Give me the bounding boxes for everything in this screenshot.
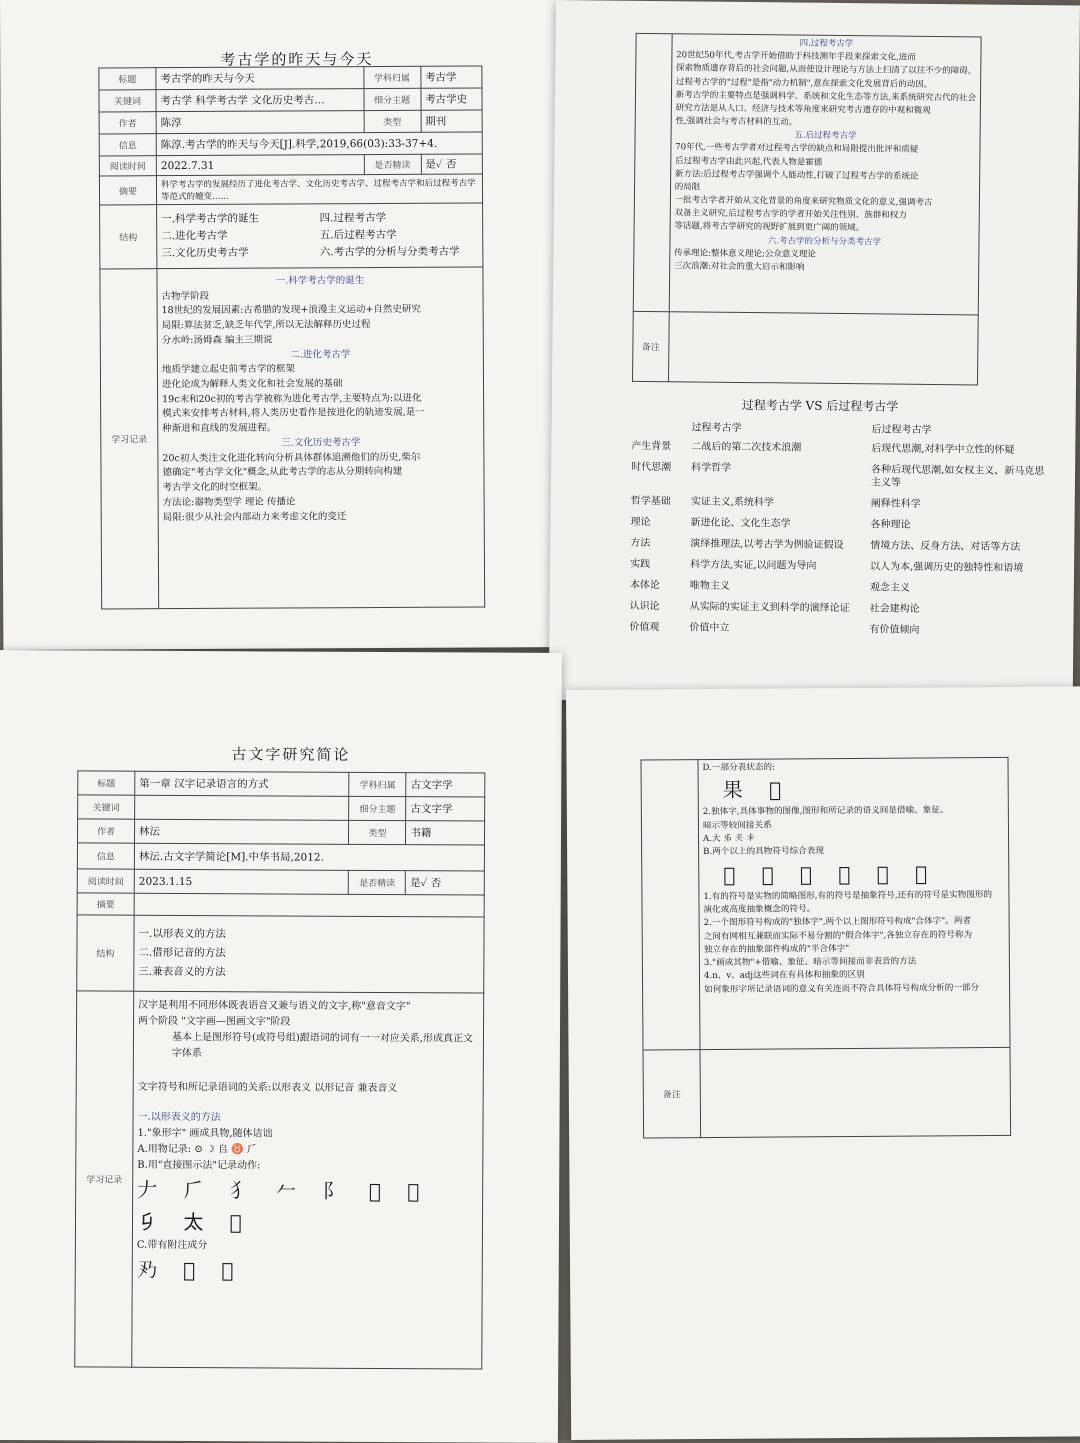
note-line: 1.有的符号是实物的简略图形,有的符号是抽象符号,还有的符号是实物图形的 xyxy=(703,889,993,902)
comparison-cell: 情境方法、反身方法、对话等方法 xyxy=(870,540,1021,553)
comparison-table xyxy=(629,421,1051,646)
value-info: 陈淳.考古学的昨天与今天[J].科学,2019,66(03):33-37+4. xyxy=(156,132,482,156)
comparison-cell: 唯物主义 xyxy=(689,580,730,592)
note-line: 后过程考古学由此兴起,代表人物是霍德 xyxy=(675,155,823,168)
comparison-cell: 二战后的第二次技术浪潮 xyxy=(691,441,802,454)
structure-item: 四.过程考古学 xyxy=(319,212,387,225)
sheet-heading: 古文字研究简论 xyxy=(231,745,351,764)
glyph-row: 𠂇 𠂆 犭 𠂉 阝 𠂋 𠂌 xyxy=(137,1177,430,1204)
value-author: 陈淳 xyxy=(156,111,364,134)
comparison-cell: 科学哲学 xyxy=(691,462,732,474)
value-read-time: 2022.7.31 xyxy=(156,155,364,176)
structure-item: 五.后过程考古学 xyxy=(319,229,397,242)
label-notes: 学习记录 xyxy=(100,269,159,609)
value-info: 林沄.古文字学简论[M].中华书局,2012. xyxy=(134,843,484,871)
label-keywords: 关键词 xyxy=(99,90,156,112)
note-line: 文字符号和所记录语词的关系:以形表义 以形记音 兼表音义 xyxy=(137,1081,398,1095)
value-read-time: 2023.1.15 xyxy=(134,869,348,894)
note-line: C.带有附注成分 xyxy=(136,1239,208,1252)
comparison-aspect: 价值观 xyxy=(629,621,660,634)
note-line: A.大 𠂔 𠂕 𠂖 xyxy=(703,833,755,844)
comparison-row xyxy=(631,461,1051,491)
label-keywords: 关键词 xyxy=(78,795,135,819)
section-heading: 一.科学考古学的诞生 xyxy=(275,275,365,287)
note-line: 一.以形表义的方法 xyxy=(137,1111,221,1124)
comparison-aspect: 哲学基础 xyxy=(630,495,671,508)
value-keywords: 考古学 科学考古学 文化历史考古… xyxy=(156,89,364,112)
remarks-cell xyxy=(668,312,978,385)
blank-label-cell xyxy=(633,33,672,311)
reading-card xyxy=(74,770,485,1369)
structure-item: 二.借形记音的方法 xyxy=(138,946,226,960)
value-author: 林沄 xyxy=(134,819,348,844)
value-abstract xyxy=(134,893,484,917)
note-line: 考古学文化的时空框架。 xyxy=(162,481,268,494)
value-type: 书籍 xyxy=(406,821,485,845)
glyph-row: 果 𠂘 xyxy=(722,777,792,803)
comparison-cell: 以人为本,强调历史的独特性和语境 xyxy=(870,561,1024,574)
value-subfield: 古文字学 xyxy=(406,797,485,821)
sheet-heading: 考古学的昨天与今天 xyxy=(220,50,374,69)
notes-body xyxy=(669,34,981,315)
value-title: 考古学的昨天与今天 xyxy=(156,67,364,90)
label-abstract: 摘要 xyxy=(99,176,156,205)
section-heading: 五.后过程考古学 xyxy=(794,130,857,142)
note-line: 4.n、v、adj这些词在有具体和抽象的区别 xyxy=(703,970,865,982)
label-type: 类型 xyxy=(349,820,406,844)
comparison-cell: 阐释性科学 xyxy=(870,498,921,510)
glyph-row: 𠀝 𠀞 𠀟 𠀠 𠀡 𠀢 xyxy=(723,860,938,887)
value-subfield: 考古学史 xyxy=(421,88,483,110)
note-line: 种渐进和直线的发展进程。 xyxy=(162,422,277,435)
note-line: 性,强调社会与考古材料的互动。 xyxy=(675,116,798,128)
comparison-row xyxy=(630,600,1050,617)
label-title: 标题 xyxy=(99,68,156,90)
comparison-row xyxy=(631,495,1051,512)
note-line: 传承理论:整体意义理论;公众意义理论 xyxy=(674,248,816,260)
value-discipline: 考古学 xyxy=(420,66,482,88)
section-heading: 四.过程考古学 xyxy=(799,38,854,50)
note-line: 进化论成为解释人类文化和社会发展的基础 xyxy=(161,378,343,391)
note-line: 20c初人类注文化进化转向分析具体群体追溯他们的历史,柴尔 xyxy=(162,451,421,464)
remarks-cell xyxy=(700,1047,1011,1137)
comparison-head-a: 过程考古学 xyxy=(691,422,742,434)
label-title: 标题 xyxy=(78,771,135,795)
comparison-cell: 社会建构论 xyxy=(869,603,920,615)
value-type: 期刊 xyxy=(421,110,483,132)
label-type: 类型 xyxy=(364,110,421,132)
comparison-row xyxy=(630,516,1050,533)
blank-label-cell xyxy=(641,760,700,1050)
label-info: 信息 xyxy=(77,843,134,869)
comparison-cell: 价值中立 xyxy=(689,622,730,634)
continued-card xyxy=(632,33,982,386)
glyph-row: 𠂐 𠂑 𠂒 xyxy=(136,1257,244,1283)
note-line: 双备主义研究,后过程考古学的学者开始关注性别、族群和权力 xyxy=(674,208,907,221)
note-line: 模式来安排考古材料,将人类历史看作是按进化的轨迹发展,是一 xyxy=(162,407,425,420)
notes-body xyxy=(132,991,484,1369)
note-line: B.用"直接图示法"记录动作: xyxy=(137,1159,261,1172)
note-line: 70年代,一些考古学者对过程考古学的缺点和局限提出批评和质疑 xyxy=(675,142,919,156)
note-line: 3."画成其物"+借喻、象征、暗示等间接而非表音的方法 xyxy=(703,956,917,969)
note-line: 新考古学的主要特点是强调科学、系统和文化生态等方法,来系统研究古代的社会 xyxy=(675,89,977,104)
notes-body xyxy=(698,757,1010,1049)
section-heading: 二.进化考古学 xyxy=(290,348,351,361)
glyph-row: 𠂎 太 𠂏 xyxy=(136,1209,252,1235)
comparison-row xyxy=(630,579,1050,596)
note-line: B.两个以上的具物符号综合表现 xyxy=(703,846,824,858)
note-line: 18世纪的发展因素:古希腊的发现+浪漫主义运动+自然史研究 xyxy=(161,304,421,317)
note-sheet-archaeology xyxy=(0,0,559,650)
label-info: 信息 xyxy=(99,134,156,156)
value-discipline: 古文字学 xyxy=(406,773,485,797)
comparison-aspect: 时代思潮 xyxy=(631,461,672,474)
comparison-row xyxy=(630,558,1050,575)
comparison-aspect: 理论 xyxy=(630,516,651,529)
note-line: 汉字是利用不同形体既表语音又兼与语义的文字,称"意音文字" xyxy=(138,999,411,1013)
label-notes: 学习记录 xyxy=(75,991,134,1367)
comparison-cell: 从实际的实证主义到科学的演绎论证 xyxy=(689,601,850,615)
structure-list xyxy=(134,915,484,993)
comparison-aspect: 实践 xyxy=(630,558,651,571)
note-line: 局限:很少从社会内部动力来考虑文化的变迁 xyxy=(162,510,347,523)
note-line: A.用物记录: ⊙ ☽ 𠂤 ♉ 𠂆 xyxy=(137,1143,257,1156)
label-discipline: 学科归属 xyxy=(349,772,406,796)
comparison-cell: 有价值倾向 xyxy=(869,624,920,636)
label-intensive: 是否精读 xyxy=(349,870,406,894)
note-line: 古物学阶段 xyxy=(161,290,210,302)
note-line: 如何象形字所记录语词的意义有关连而不符合具体符号构成分析的一部分 xyxy=(704,982,980,995)
structure-list xyxy=(157,203,483,269)
note-line: 1."象形字" 画成具物,随体诘诎 xyxy=(137,1127,273,1140)
note-line: 三次浪潮:对社会的重大启示和影响 xyxy=(673,261,805,273)
label-structure: 结构 xyxy=(77,915,134,991)
comparison-aspect: 方法 xyxy=(630,537,651,550)
note-line: 的局限 xyxy=(674,182,701,193)
comparison-cell: 后现代思潮,对科学中立性的怀疑 xyxy=(871,443,1015,456)
note-line: 地质学建立起史前考古学的框架 xyxy=(161,363,295,376)
structure-item: 三.兼表音义的方法 xyxy=(138,965,226,979)
comparison-cell: 科学方法,实证,以问题为导向 xyxy=(690,559,817,572)
continued-card xyxy=(640,757,1011,1139)
comparison-aspect: 认识论 xyxy=(629,600,660,613)
value-abstract: 科学考古学的发展经历了进化考古学、文化历史考古学、过程考古学和后过程考古学等范式的嬗变…… xyxy=(156,174,482,205)
note-line: 一批考古学者开始从文化背景的角度来研究物质文化的意义,强调考古 xyxy=(674,195,933,209)
note-line: D.一部分表状态的: xyxy=(702,762,775,774)
note-sheet-continued xyxy=(549,0,1080,705)
label-structure: 结构 xyxy=(100,205,157,269)
comparison-cell: 各种后现代思潮,如女权主义、新马克思主义等 xyxy=(870,464,1045,489)
comparison-row xyxy=(629,621,1049,638)
note-line: 两个阶段 "文字画—图画文字"阶段 xyxy=(138,1015,291,1028)
notes-body xyxy=(157,267,485,609)
comparison-head-b: 后过程考古学 xyxy=(871,424,932,436)
label-intensive: 是否精读 xyxy=(364,154,421,174)
structure-item: 六.考古学的分析与分类考古学 xyxy=(319,245,460,259)
note-line: 暗示等较间接关系 xyxy=(702,820,772,831)
note-sheet-paleography xyxy=(0,650,562,1443)
comparison-cell: 新进化论、文化生态学 xyxy=(690,517,791,530)
structure-item: 一.以形表义的方法 xyxy=(138,927,226,941)
note-line: 独立存在的抽象部件构成的"半合体字" xyxy=(703,943,850,955)
value-intensive: 是✓ 否 xyxy=(421,154,483,174)
comparison-aspect: 本体论 xyxy=(629,579,660,592)
label-subfield: 细分主题 xyxy=(364,88,421,110)
reading-card xyxy=(98,65,485,609)
comparison-cell: 实证主义,系统科学 xyxy=(690,496,774,509)
section-heading: 六.考古学的分析与分类考古学 xyxy=(767,235,882,247)
note-line: 之间有网相互兼联而实际不易分割的"假合体字",各独立存在的符号称为 xyxy=(703,929,973,942)
comparison-aspect: 产生背景 xyxy=(631,440,672,453)
label-subfield: 细分主题 xyxy=(349,796,406,820)
value-keywords xyxy=(135,795,349,820)
note-line: 演化或高度抽象概念的符号。 xyxy=(703,904,816,915)
note-line: 新方法:后过程考古学强调个人能动性,打破了过程考古学的系统论 xyxy=(674,168,919,182)
comparison-row xyxy=(631,440,1051,457)
note-line: 研究方法是从人口、经济与技术等角度来研究考古遗存的中观和微观 xyxy=(675,103,931,116)
label-author: 作者 xyxy=(77,819,134,843)
label-read-time: 阅读时间 xyxy=(99,156,156,176)
comparison-row xyxy=(630,537,1050,554)
note-line: 基本上是图形符号(或符号组)跟语词的词有一一对应关系,形成真正文字体系 xyxy=(171,1031,473,1060)
structure-item: 三.文化历史考古学 xyxy=(161,246,249,260)
comparison-title: 过程考古学 VS 后过程考古学 xyxy=(741,397,899,414)
structure-item: 二.进化考古学 xyxy=(161,229,228,243)
comparison-cell: 各种理论 xyxy=(870,519,911,531)
label-author: 作者 xyxy=(99,112,156,134)
label-abstract: 摘要 xyxy=(77,893,134,915)
comparison-cell: 演绎推理法,以考古学为例验证假设 xyxy=(690,538,844,552)
note-line: 20世纪50年代,考古学开始借助于科技测年手段来探索文化,进而 xyxy=(676,50,916,63)
comparison-cell: 观念主义 xyxy=(869,582,910,594)
label-read-time: 阅读时间 xyxy=(77,869,134,893)
note-line: 分水岭:汤姆森 编主三期说 xyxy=(161,334,273,347)
note-line: 局限:算法贫乏,缺乏年代学,所以无法解释历史过程 xyxy=(161,319,371,332)
note-line: 德确定"考古学文化"概念,从此考古学的志从分期转向构建 xyxy=(162,466,403,479)
value-title: 第一章 汉字记录语言的方式 xyxy=(135,771,349,796)
note-line: 方法论:器物类型学 理论 传播论 xyxy=(162,496,296,508)
label-remarks: 备注 xyxy=(633,311,670,381)
section-heading: 三.文化历史考古学 xyxy=(281,437,361,449)
value-intensive: 是✓ 否 xyxy=(406,871,485,895)
note-line: 过程考古学的"过程"是指"动力机制",意在探索文化发展背后的动因。 xyxy=(675,76,933,90)
note-line: 等话题,将考古学研究的视野扩展到更广阔的领域。 xyxy=(674,221,865,234)
structure-item: 一.科学考古学的诞生 xyxy=(161,212,260,226)
note-sheet-paleography-continued xyxy=(566,686,1080,1440)
label-remarks: 备注 xyxy=(643,1050,701,1138)
note-line: 19c末和20c初的考古学被称为进化考古学,主要特点为:以进化 xyxy=(162,392,422,405)
note-line: 探索物质遗存背后的社会问题,从而使设计理论与方法上扫清了以往不少的障碍。 xyxy=(676,63,977,77)
note-line: 2.独体字,具体事物的图像,图形和所记录的语义间是借喻、象征、 xyxy=(702,805,949,818)
label-discipline: 学科归属 xyxy=(363,66,420,88)
note-line: 2.一个图形符号构成的"独体字",两个以上图形符号构成"合体字"。两者 xyxy=(703,916,972,929)
